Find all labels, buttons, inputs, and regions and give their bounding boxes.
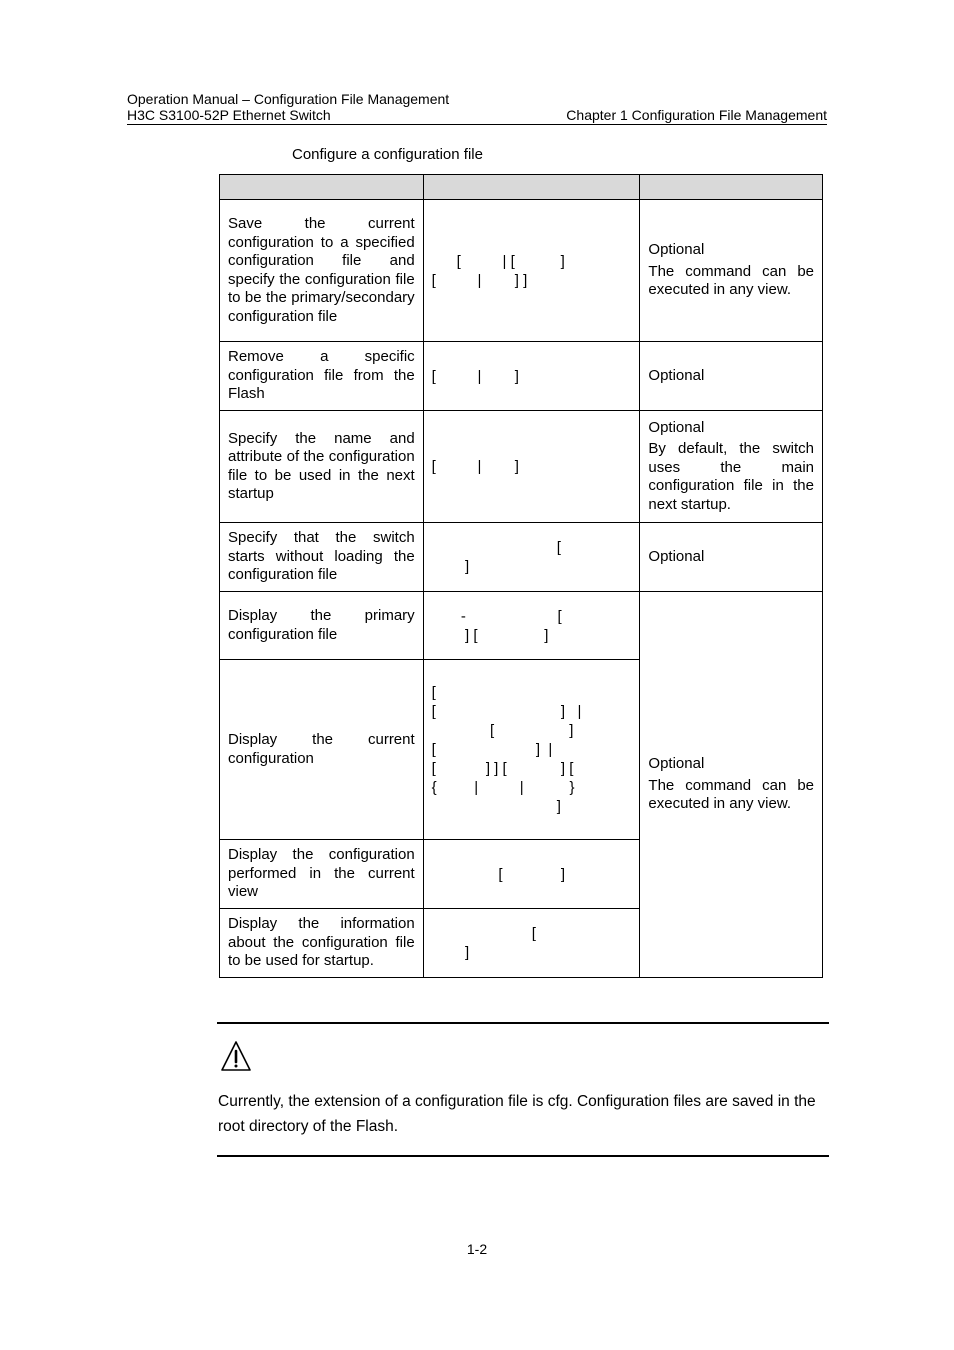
operation-cell: Display the current configuration xyxy=(220,660,424,840)
remarks-cell-shared xyxy=(640,592,823,978)
command-cell: [ ] xyxy=(423,840,640,909)
remarks-cell xyxy=(640,200,823,342)
remarks-line: Optional xyxy=(648,241,705,259)
remarks-cell xyxy=(640,411,823,523)
operation-cell: Display the configuration performed in the current view xyxy=(220,840,424,909)
operation-cell: Specify that the switch starts without loading the configuration file xyxy=(220,523,424,592)
warning-triangle-icon xyxy=(220,1040,252,1072)
header-cell-operation xyxy=(220,175,424,200)
remarks-line: The command can be executed in any view. xyxy=(648,776,814,813)
remarks-line: Optional xyxy=(648,755,705,773)
remarks-cell xyxy=(640,523,823,592)
remarks-line: Optional xyxy=(648,547,705,565)
header-divider xyxy=(127,124,827,125)
header-chapter-title: Chapter 1 Configuration File Management xyxy=(566,107,827,123)
operation-cell: Specify the name and attribute of the configuration file to be used in the next startup xyxy=(220,411,424,523)
table-row xyxy=(220,523,823,592)
operation-cell: Save the current configuration to a specified configuration file and specify the configuration file to be the primary/secondary configuration file xyxy=(220,200,424,342)
table-header-row xyxy=(220,175,823,200)
command-cell: [ ] xyxy=(423,909,640,978)
command-cell: [ | ] xyxy=(423,411,640,523)
operation-cell: Display the information about the configuration file to be used for startup. xyxy=(220,909,424,978)
page-number: 1-2 xyxy=(466,1241,488,1257)
command-cell: - [ ] [ ] xyxy=(423,592,640,660)
remarks-line: The command can be executed in any view. xyxy=(648,262,814,299)
table-row xyxy=(220,342,823,411)
caution-bottom-rule xyxy=(217,1155,829,1157)
caution-top-rule xyxy=(217,1022,829,1024)
command-cell: [ | [ ] [ | ] ] xyxy=(423,200,640,342)
operation-cell: Remove a specific configuration file from the Flash xyxy=(220,342,424,411)
command-cell: [ [ ] | [ ] [ ] | [ ] ] [ ] [ { | | } ] xyxy=(423,660,640,840)
remarks-line: Optional xyxy=(648,418,705,436)
remarks-line: By default, the switch uses the main configuration file in the next startup. xyxy=(648,440,814,513)
table-row xyxy=(220,200,823,342)
table-row xyxy=(220,592,823,660)
remarks-line: Optional xyxy=(648,366,705,384)
header-product-name: H3C S3100-52P Ethernet Switch xyxy=(127,107,331,123)
page-header xyxy=(127,91,827,123)
remarks-cell xyxy=(640,342,823,411)
header-manual-title: Operation Manual – Configuration File Management xyxy=(127,91,450,107)
operation-cell: Display the primary configuration file xyxy=(220,592,424,660)
table-row xyxy=(220,411,823,523)
command-cell: [ ] xyxy=(423,523,640,592)
caution-note-text: Currently, the extension of a configuration file is cfg. Configuration files are saved in the root directory of the Flash. xyxy=(218,1093,816,1135)
header-cell-remarks xyxy=(640,175,823,200)
command-cell: [ | ] xyxy=(423,342,640,411)
table-caption: Configure a configuration file xyxy=(292,146,483,163)
header-cell-command xyxy=(423,175,640,200)
configuration-table xyxy=(219,174,823,978)
